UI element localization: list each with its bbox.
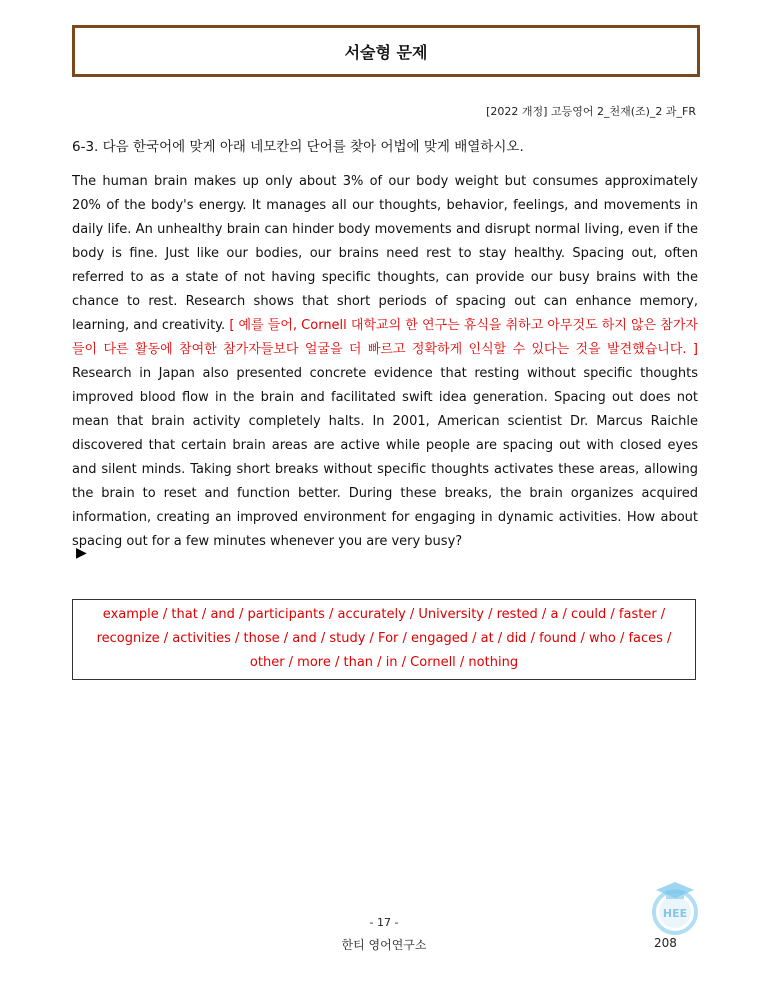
question-prompt: 6-3. 다음 한국어에 맞게 아래 네모칸의 단어를 찾아 어법에 맞게 배열하시오. — [72, 139, 524, 155]
page-title: 서술형 문제 — [344, 42, 428, 62]
passage-text-before: The human brain makes up only about 3% of our body weight but consumes approximately 20% of the body's energy. It manages all our thoughts, behavior, feelings, and movements in daily life. An unhealthy brain can hinder body movements and disrupt normal living, even if the body is fine. Just like our bodies, our brains need rest to stay healthy. Spacing out, often referred to as a state of not having specific thoughts, can provide our busy brains with the chance to rest. Research shows that short periods of spacing out can enhance memory, learning, and creativity. — [72, 174, 698, 333]
logo-text: HEE — [662, 907, 688, 920]
footer-code: 208 — [654, 936, 677, 950]
passage-text-after: Research in Japan also presented concrete evidence that resting without specific thoughts improved blood flow in the brain and facilitated swift idea generation. Spacing out does not mean that brain activity completely halts. In 2001, American scientist Dr. Marcus Raichle discovered that certain brain areas are active while people are spacing out with closed eyes and silent minds. Taking short breaks without specific thoughts activates these areas, allowing the brain to reset and function better. During these breaks, the brain organizes acquired information, creating an improved environment for engaging in dynamic activities. How about spacing out for a few minutes whenever you are very busy? — [72, 366, 698, 549]
word-box — [72, 599, 696, 680]
source-label: [2022 개정] 고등영어 2_천재(조)_2 과_FR — [486, 105, 696, 118]
triangle-right-icon: ▶ — [76, 545, 87, 561]
footer-org: 한티 영어연구소 — [341, 938, 427, 952]
passage — [72, 170, 698, 554]
title-box — [72, 25, 700, 77]
korean-blank: [ 예를 들어, Cornell 대학교의 한 연구는 휴식을 취하고 아무것도 하지 않은 참가자들이 다른 활동에 참여한 참가자들보다 얼굴을 더 빠르고 정확하게 인식할 수 있다는 것을 발견했습니다. ] — [72, 318, 698, 357]
graduation-cap-icon — [648, 878, 702, 938]
word-list: example / that / and / participants / accurately / University / rested / a / could / faster / recognize / activities / those / and / study / For / engaged / at / did / found / who / faces / other / more / than / in / Cornell / nothing — [96, 607, 672, 670]
page-number: - 17 - — [369, 916, 399, 929]
